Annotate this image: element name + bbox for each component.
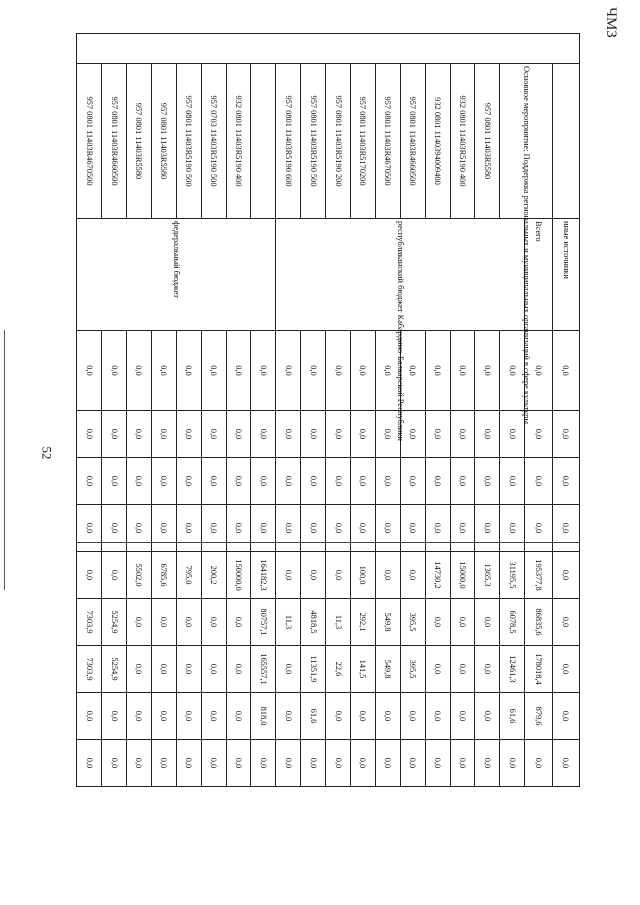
value-cell: 549,8 xyxy=(375,599,400,646)
value-cell: 0,0 xyxy=(425,740,450,787)
value-cell: 0,0 xyxy=(475,693,500,740)
value-cell: 0,0 xyxy=(500,505,525,552)
value-cell: 0,0 xyxy=(475,505,500,552)
budget-code-cell: 957 0801 11403R5170200 xyxy=(350,64,375,219)
budget-table xyxy=(76,33,580,834)
value-cell: 0,0 xyxy=(350,331,375,411)
value-cell: 0,0 xyxy=(475,458,500,505)
value-cell: 0,0 xyxy=(301,411,326,458)
value-cell: 549,8 xyxy=(375,646,400,693)
value-cell: 0,0 xyxy=(425,693,450,740)
budget-code-cell: 932 0801 11403R5190 400 xyxy=(450,64,475,219)
table-row xyxy=(251,34,276,834)
table-row xyxy=(450,34,475,834)
value-cell: 0,0 xyxy=(425,505,450,552)
value-cell: 0,0 xyxy=(126,646,151,693)
value-cell: 150000,0 xyxy=(226,552,251,599)
value-cell: 0,0 xyxy=(201,693,226,740)
value-cell: 0,0 xyxy=(326,411,351,458)
value-cell: 0,0 xyxy=(77,411,102,458)
table-row xyxy=(552,34,579,834)
value-cell: 0,0 xyxy=(201,458,226,505)
value-cell: 0,0 xyxy=(301,505,326,552)
value-cell: 0,0 xyxy=(552,458,579,505)
table-body xyxy=(77,34,580,834)
value-cell: 0,0 xyxy=(400,411,425,458)
table-row xyxy=(201,34,226,834)
value-cell: 0,0 xyxy=(126,740,151,787)
value-cell: 0,0 xyxy=(425,331,450,411)
table-row xyxy=(475,34,500,834)
scan-edge-line xyxy=(4,330,5,590)
table-row xyxy=(276,34,301,834)
table-row xyxy=(102,34,127,834)
value-cell: 0,0 xyxy=(276,646,301,693)
value-cell: 0,0 xyxy=(400,552,425,599)
value-cell: 0,0 xyxy=(276,458,301,505)
value-cell: 0,0 xyxy=(102,552,127,599)
budget-code-cell xyxy=(552,64,579,219)
value-cell: 0,0 xyxy=(126,411,151,458)
value-cell: 0,0 xyxy=(77,505,102,552)
value-cell: 0,0 xyxy=(326,552,351,599)
value-cell: 0,0 xyxy=(151,331,176,411)
value-cell: 0,0 xyxy=(77,693,102,740)
budget-code-cell: 957 0801 11403R4660500 xyxy=(400,64,425,219)
value-cell: 0,0 xyxy=(126,505,151,552)
budget-code-cell: 957 0801 11403R4660500 xyxy=(102,64,127,219)
value-cell: 0,0 xyxy=(176,740,201,787)
value-cell: 14730,2 xyxy=(425,552,450,599)
value-cell: 0,0 xyxy=(375,552,400,599)
value-cell: 4818,5 xyxy=(301,599,326,646)
value-cell: 11,3 xyxy=(326,599,351,646)
value-cell: 0,0 xyxy=(301,552,326,599)
value-cell: 0,0 xyxy=(251,740,276,787)
budget-code-cell xyxy=(251,64,276,219)
value-cell: 11,3 xyxy=(276,599,301,646)
value-cell: 292,1 xyxy=(350,599,375,646)
value-cell: 0,0 xyxy=(475,646,500,693)
value-cell: 195377,8 xyxy=(525,552,552,599)
value-cell: 0,0 xyxy=(102,693,127,740)
value-cell: 0,0 xyxy=(226,505,251,552)
value-cell: 0,0 xyxy=(102,458,127,505)
value-cell: 0,0 xyxy=(251,411,276,458)
value-cell: 0,0 xyxy=(251,505,276,552)
value-cell: 0,0 xyxy=(400,458,425,505)
value-cell: 0,0 xyxy=(176,693,201,740)
value-cell: 0,0 xyxy=(251,458,276,505)
value-cell: 0,0 xyxy=(525,458,552,505)
value-cell: 0,0 xyxy=(126,599,151,646)
value-cell: 0,0 xyxy=(552,693,579,740)
value-cell: 0,0 xyxy=(425,599,450,646)
value-cell: 0,0 xyxy=(226,411,251,458)
budget-code-cell: 957 0801 11403R5190 500 xyxy=(176,64,201,219)
value-cell: 0,0 xyxy=(350,505,375,552)
value-cell: 0,0 xyxy=(77,740,102,787)
funding-source-cell: Всего xyxy=(525,219,552,331)
value-cell: 0,0 xyxy=(500,331,525,411)
value-cell: 0,0 xyxy=(276,411,301,458)
value-cell: 0,0 xyxy=(375,458,400,505)
value-cell: 0,0 xyxy=(350,458,375,505)
table-row xyxy=(425,34,450,834)
funding-source-cell: иные источники xyxy=(552,219,579,331)
value-cell: 395,5 xyxy=(400,599,425,646)
value-cell: 0,0 xyxy=(301,458,326,505)
value-cell: 7303,9 xyxy=(77,646,102,693)
value-cell: 0,0 xyxy=(151,505,176,552)
value-cell: 0,0 xyxy=(251,331,276,411)
value-cell: 0,0 xyxy=(400,505,425,552)
table-row xyxy=(326,34,351,834)
value-cell: 0,0 xyxy=(326,458,351,505)
table-row xyxy=(301,34,326,834)
value-cell: 0,0 xyxy=(525,331,552,411)
value-cell: 164182,3 xyxy=(251,552,276,599)
value-cell: 0,0 xyxy=(176,458,201,505)
value-cell: 0,0 xyxy=(201,599,226,646)
value-cell: 0,0 xyxy=(151,740,176,787)
value-cell: 5502,0 xyxy=(126,552,151,599)
value-cell: 0,0 xyxy=(400,331,425,411)
value-cell: 0,0 xyxy=(77,458,102,505)
value-cell: 6078,5 xyxy=(500,599,525,646)
value-cell: 0,0 xyxy=(500,740,525,787)
value-cell: 0,0 xyxy=(102,411,127,458)
value-cell: 0,0 xyxy=(201,646,226,693)
value-cell: 0,0 xyxy=(176,411,201,458)
handwritten-mark: ЧМЗ xyxy=(603,7,620,38)
value-cell: 0,0 xyxy=(552,646,579,693)
value-cell: 0,0 xyxy=(176,331,201,411)
value-cell: 7303,9 xyxy=(77,599,102,646)
value-cell: 0,0 xyxy=(500,458,525,505)
value-cell: 0,0 xyxy=(126,331,151,411)
value-cell: 0,0 xyxy=(126,693,151,740)
value-cell: 0,0 xyxy=(450,599,475,646)
budget-code-cell: 932 0801 11403R5190 400 xyxy=(226,64,251,219)
value-cell: 0,0 xyxy=(151,411,176,458)
value-cell: 0,0 xyxy=(552,740,579,787)
value-cell: 0,0 xyxy=(77,552,102,599)
value-cell: 0,0 xyxy=(326,740,351,787)
budget-code-cell: 957 0801 11403R5580 xyxy=(475,64,500,219)
table-row xyxy=(525,34,552,834)
value-cell: 0,0 xyxy=(151,646,176,693)
value-cell: 200,2 xyxy=(201,552,226,599)
value-cell: 0,0 xyxy=(450,331,475,411)
value-cell: 0,0 xyxy=(350,693,375,740)
value-cell: 0,0 xyxy=(525,505,552,552)
index-cell xyxy=(77,34,580,64)
value-cell: 0,0 xyxy=(552,331,579,411)
value-cell: 0,0 xyxy=(301,740,326,787)
value-cell: 795,0 xyxy=(176,552,201,599)
value-cell: 80757,1 xyxy=(251,599,276,646)
value-cell: 31195,5 xyxy=(500,552,525,599)
value-cell: 0,0 xyxy=(276,331,301,411)
value-cell: 0,0 xyxy=(226,599,251,646)
value-cell: 0,0 xyxy=(226,740,251,787)
value-cell: 0,0 xyxy=(176,646,201,693)
rotated-table-wrapper xyxy=(76,33,580,833)
value-cell: 0,0 xyxy=(102,740,127,787)
value-cell: 0,0 xyxy=(350,740,375,787)
value-cell: 395,5 xyxy=(400,646,425,693)
budget-code-cell: 957 0801 11403R5580 xyxy=(151,64,176,219)
value-cell: 818,0 xyxy=(251,693,276,740)
value-cell: 11351,9 xyxy=(301,646,326,693)
value-cell: 0,0 xyxy=(450,505,475,552)
value-cell: 0,0 xyxy=(102,331,127,411)
page-number: 52 xyxy=(39,446,55,460)
value-cell: 0,0 xyxy=(475,740,500,787)
value-cell: 0,0 xyxy=(475,331,500,411)
value-cell: 0,0 xyxy=(326,331,351,411)
value-cell: 0,0 xyxy=(552,505,579,552)
budget-code-cell: 957 0801 11403R5190 200 xyxy=(326,64,351,219)
value-cell: 0,0 xyxy=(226,693,251,740)
value-cell: 0,0 xyxy=(102,505,127,552)
value-cell: 141,5 xyxy=(350,646,375,693)
value-cell: 0,0 xyxy=(226,458,251,505)
value-cell: 0,0 xyxy=(201,505,226,552)
table-row xyxy=(226,34,251,834)
table-row xyxy=(151,34,176,834)
value-cell: 0,0 xyxy=(450,693,475,740)
bottom-rule xyxy=(76,542,580,543)
value-cell: 0,0 xyxy=(151,458,176,505)
value-cell: 0,0 xyxy=(525,411,552,458)
value-cell: 0,0 xyxy=(176,599,201,646)
value-cell: 0,0 xyxy=(276,740,301,787)
value-cell: 0,0 xyxy=(375,740,400,787)
value-cell: 0,0 xyxy=(552,599,579,646)
value-cell: 5254,9 xyxy=(102,646,127,693)
value-cell: 0,0 xyxy=(226,646,251,693)
value-cell: 12461,3 xyxy=(500,646,525,693)
value-cell: 0,0 xyxy=(450,458,475,505)
budget-code-cell: 932 0801 1140394009400 xyxy=(425,64,450,219)
value-cell: 0,0 xyxy=(500,411,525,458)
value-cell: 0,0 xyxy=(201,411,226,458)
value-cell: 100,0 xyxy=(350,552,375,599)
value-cell: 0,0 xyxy=(475,599,500,646)
value-cell: 0,0 xyxy=(450,411,475,458)
value-cell: 879,6 xyxy=(525,693,552,740)
value-cell: 0,0 xyxy=(326,693,351,740)
value-cell: 0,0 xyxy=(276,552,301,599)
value-cell: 1365,3 xyxy=(475,552,500,599)
value-cell: 0,0 xyxy=(276,505,301,552)
budget-code-cell: 957 0801 11403R5190 600 xyxy=(276,64,301,219)
value-cell: 0,0 xyxy=(350,411,375,458)
budget-code-cell: 957 0801 11403R5190 500 xyxy=(301,64,326,219)
value-cell: 165557,1 xyxy=(251,646,276,693)
value-cell: 0,0 xyxy=(126,458,151,505)
funding-source-cell: республиканский бюджет Кабардино-Балкарской Республики xyxy=(276,219,525,331)
table-row xyxy=(176,34,201,834)
value-cell: 0,0 xyxy=(552,411,579,458)
table-row xyxy=(126,34,151,834)
value-cell: 0,0 xyxy=(425,411,450,458)
value-cell: 0,0 xyxy=(276,693,301,740)
table-row xyxy=(350,34,375,834)
value-cell: 0,0 xyxy=(375,331,400,411)
value-cell: 0,0 xyxy=(425,458,450,505)
value-cell: 15000,0 xyxy=(450,552,475,599)
value-cell: 178018,4 xyxy=(525,646,552,693)
value-cell: 61,6 xyxy=(500,693,525,740)
value-cell: 0,0 xyxy=(226,331,251,411)
table-row xyxy=(77,34,102,834)
value-cell: 0,0 xyxy=(425,646,450,693)
value-cell: 0,0 xyxy=(450,740,475,787)
funding-source-cell: федеральный бюджет xyxy=(77,219,276,331)
value-cell: 0,0 xyxy=(201,331,226,411)
value-cell: 0,0 xyxy=(552,552,579,599)
value-cell: 0,0 xyxy=(375,693,400,740)
value-cell: 0,0 xyxy=(176,505,201,552)
budget-code-cell: 957 0801 11403R4670500 xyxy=(77,64,102,219)
value-cell: 0,0 xyxy=(151,599,176,646)
value-cell: 0,0 xyxy=(77,331,102,411)
value-cell: 0,0 xyxy=(201,740,226,787)
budget-code-cell: 957 0801 11403R4670500 xyxy=(375,64,400,219)
value-cell: 0,0 xyxy=(450,646,475,693)
value-cell: 0,0 xyxy=(475,411,500,458)
budget-code-cell: 957 0703 11403R5190 500 xyxy=(201,64,226,219)
value-cell: 6785,6 xyxy=(151,552,176,599)
budget-code-cell: 957 0801 11403R5580 xyxy=(126,64,151,219)
value-cell: 0,0 xyxy=(301,331,326,411)
event-description-cell: Основное мероприятие: Поддержка региональных и муниципальных организаций в сфере культуры xyxy=(500,64,552,219)
value-cell: 0,0 xyxy=(525,740,552,787)
value-cell: 61,6 xyxy=(301,693,326,740)
value-cell: 86835,6 xyxy=(525,599,552,646)
value-cell: 0,0 xyxy=(400,740,425,787)
value-cell: 0,0 xyxy=(151,693,176,740)
value-cell: 22,6 xyxy=(326,646,351,693)
value-cell: 0,0 xyxy=(400,693,425,740)
value-cell: 5254,9 xyxy=(102,599,127,646)
value-cell: 0,0 xyxy=(326,505,351,552)
value-cell: 0,0 xyxy=(375,505,400,552)
value-cell: 0,0 xyxy=(375,411,400,458)
